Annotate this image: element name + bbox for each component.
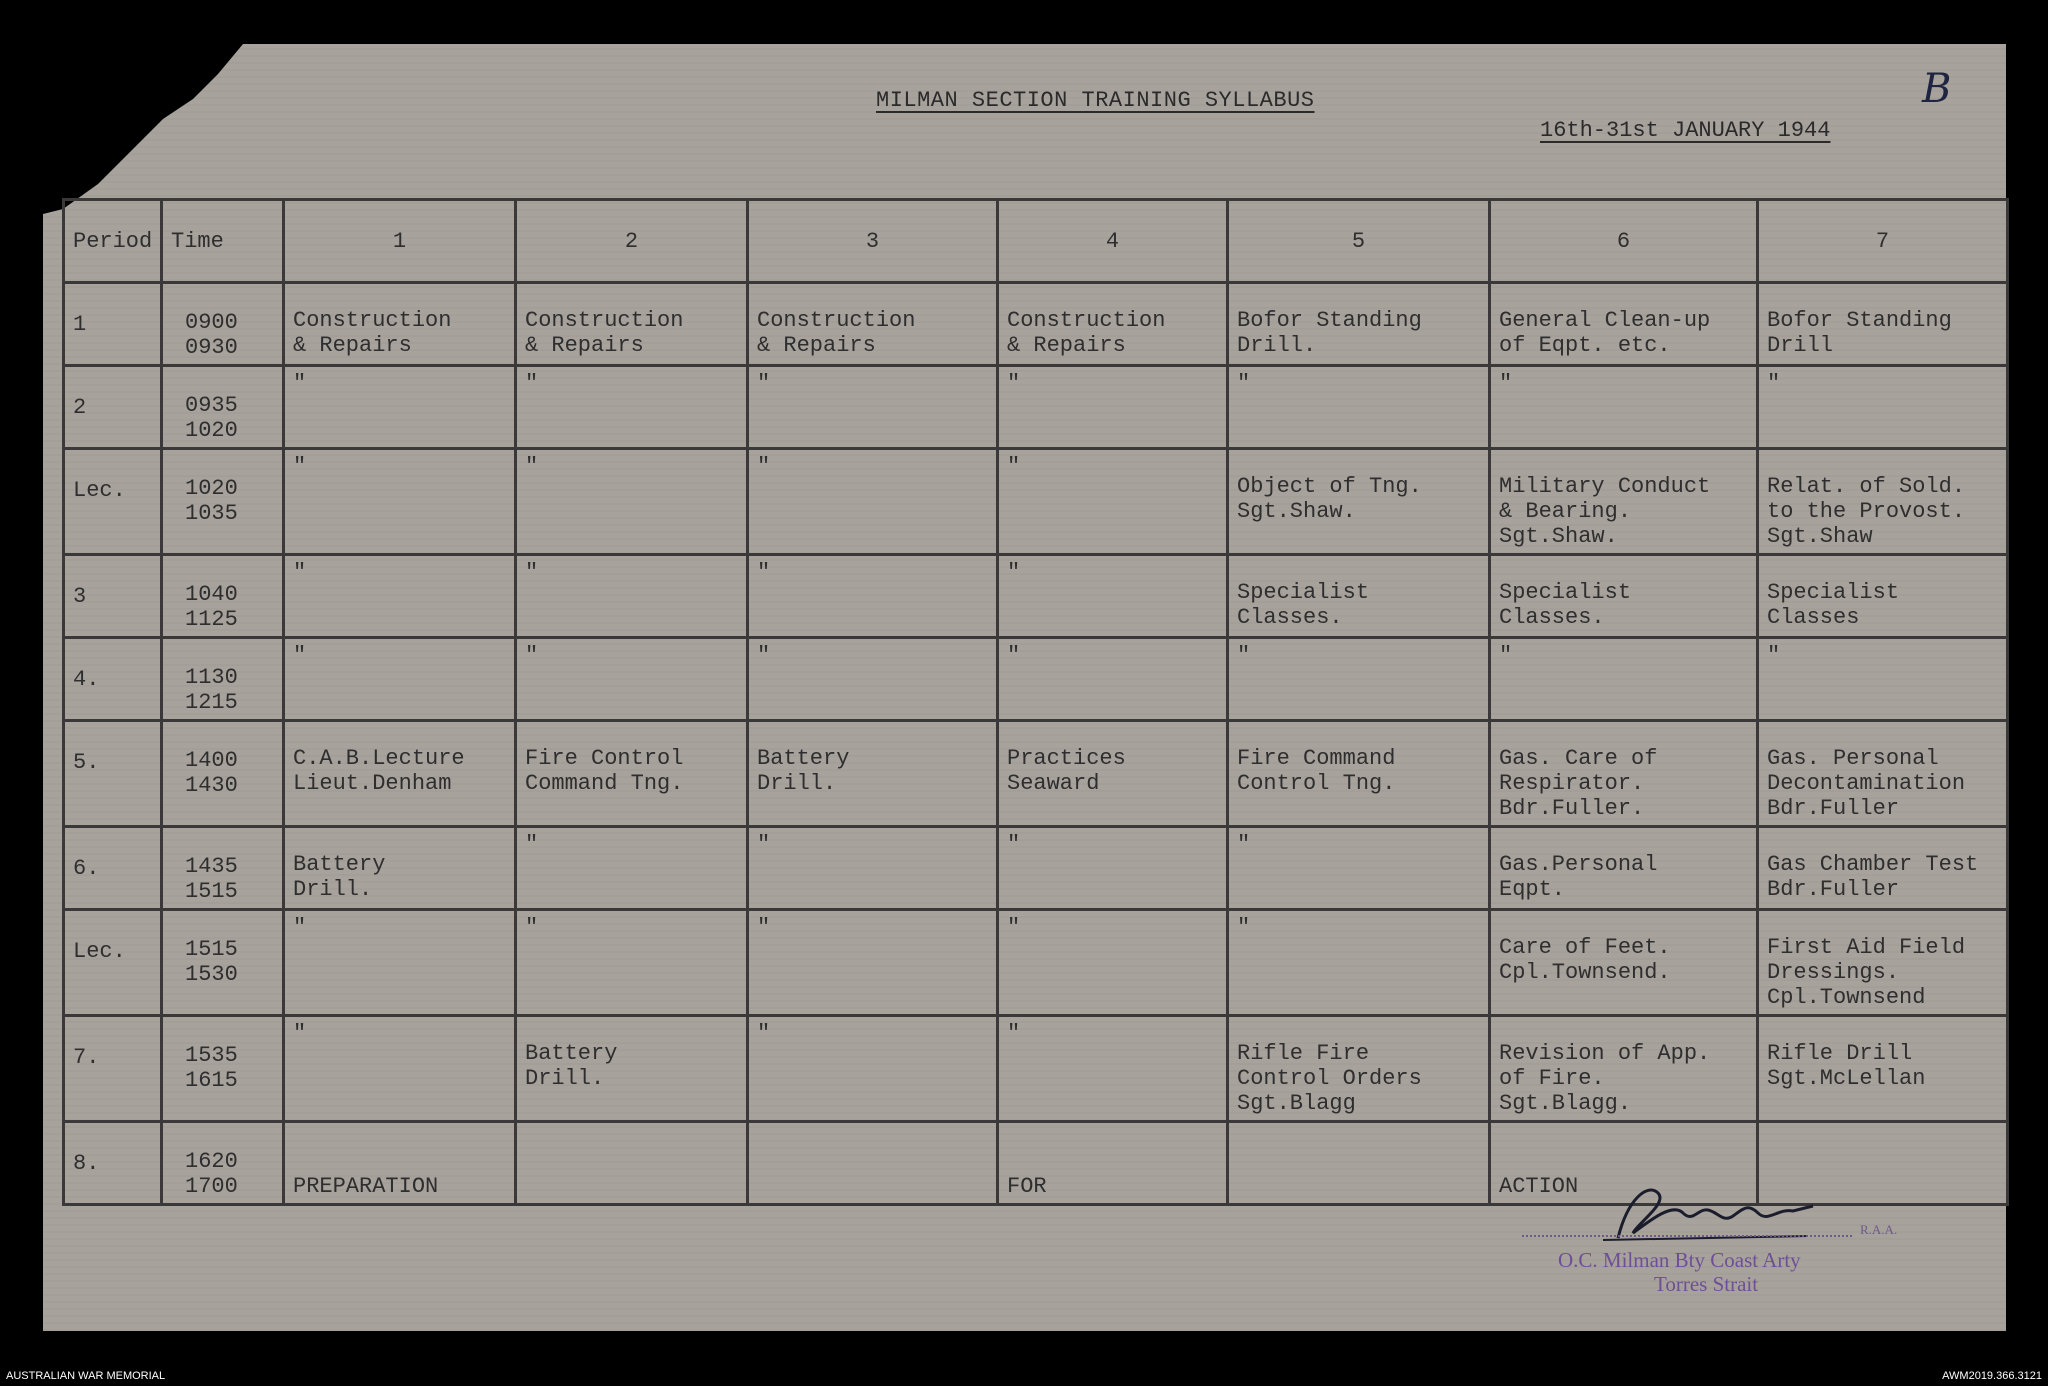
header-day-7: 7 <box>1758 200 2008 283</box>
table-row <box>64 555 2008 638</box>
time-cell <box>162 721 284 827</box>
period-cell: 2 <box>64 366 162 449</box>
time-end: 1020 <box>185 418 238 443</box>
ditto-cell: " <box>516 366 748 449</box>
header-day-3: 3 <box>748 200 998 283</box>
activity-cell: Object of Tng. Sgt.Shaw. <box>1228 449 1490 555</box>
ditto-cell: " <box>1228 910 1490 1016</box>
ditto-cell: " <box>1490 366 1758 449</box>
ditto-cell: " <box>516 555 748 638</box>
time-cell <box>162 1122 284 1205</box>
syllabus-table <box>62 198 2009 1206</box>
ditto-cell: " <box>1228 827 1490 910</box>
time-start: 1020 <box>185 476 238 501</box>
signature <box>1598 1178 1818 1248</box>
header-period: Period <box>64 200 162 283</box>
time-start: 1435 <box>185 854 238 879</box>
header-day-5: 5 <box>1228 200 1490 283</box>
activity-cell: C.A.B.Lecture Lieut.Denham <box>284 721 516 827</box>
table-row <box>64 910 2008 1016</box>
ditto-cell: " <box>284 1016 516 1122</box>
ditto-cell: " <box>748 555 998 638</box>
ditto-cell: " <box>284 555 516 638</box>
time-cell <box>162 449 284 555</box>
table-row <box>64 283 2008 366</box>
table-row <box>64 1016 2008 1122</box>
time-cell <box>162 366 284 449</box>
footer-left: AUSTRALIAN WAR MEMORIAL <box>6 1370 166 1382</box>
activity-cell: Construction & Repairs <box>516 283 748 366</box>
activity-cell: Fire Control Command Tng. <box>516 721 748 827</box>
activity-cell: Battery Drill. <box>748 721 998 827</box>
activity-cell: Battery Drill. <box>284 827 516 910</box>
activity-cell: Gas. Personal Decontamination Bdr.Fuller <box>1758 721 2008 827</box>
ditto-cell: " <box>1758 638 2008 721</box>
activity-cell: Construction & Repairs <box>998 283 1228 366</box>
ditto-cell: " <box>748 638 998 721</box>
activity-cell: Bofor Standing Drill <box>1758 283 2008 366</box>
ditto-cell: " <box>998 827 1228 910</box>
ditto-cell: " <box>998 910 1228 1016</box>
ditto-cell: " <box>1228 638 1490 721</box>
activity-cell: Gas Chamber Test Bdr.Fuller <box>1758 827 2008 910</box>
time-end: 1035 <box>185 501 238 526</box>
activity-cell: Gas.Personal Eqpt. <box>1490 827 1758 910</box>
time-start: 1400 <box>185 748 238 773</box>
ditto-cell: " <box>284 638 516 721</box>
ditto-cell: " <box>998 638 1228 721</box>
ditto-cell: " <box>1758 366 2008 449</box>
ditto-cell: " <box>748 449 998 555</box>
time-end: 1215 <box>185 690 238 715</box>
time-cell <box>162 1016 284 1122</box>
time-start: 0900 <box>185 310 238 335</box>
header-time: Time <box>162 200 284 283</box>
time-start: 1130 <box>185 665 238 690</box>
ditto-cell: " <box>516 449 748 555</box>
period-cell: 1 <box>64 283 162 366</box>
time-cell <box>162 638 284 721</box>
activity-cell: Rifle Fire Control Orders Sgt.Blagg <box>1228 1016 1490 1122</box>
ditto-cell: " <box>284 449 516 555</box>
ditto-cell: " <box>516 638 748 721</box>
time-cell <box>162 283 284 366</box>
table-row <box>64 366 2008 449</box>
time-end: 1615 <box>185 1068 238 1093</box>
date-range: 16th-31st JANUARY 1944 <box>1540 118 1831 143</box>
time-end: 1530 <box>185 962 238 987</box>
time-cell <box>162 827 284 910</box>
ditto-cell: " <box>748 366 998 449</box>
ditto-cell: " <box>516 910 748 1016</box>
footer-right: AWM2019.366.3121 <box>1942 1370 2042 1382</box>
activity-cell: Construction & Repairs <box>748 283 998 366</box>
activity-cell: Specialist Classes <box>1758 555 2008 638</box>
torn-corner <box>43 44 283 214</box>
ditto-cell: " <box>1228 366 1490 449</box>
period-cell: 8. <box>64 1122 162 1205</box>
stamp-line-1: O.C. Milman Bty Coast Arty <box>1558 1248 1801 1272</box>
signature-line <box>1522 1235 1852 1237</box>
header-day-4: 4 <box>998 200 1228 283</box>
ditto-cell: " <box>748 1016 998 1122</box>
activity-cell: Revision of App. of Fire. Sgt.Blagg. <box>1490 1016 1758 1122</box>
ditto-cell: " <box>748 910 998 1016</box>
ditto-cell: " <box>998 1016 1228 1122</box>
stamp-line-2: Torres Strait <box>1654 1272 1759 1296</box>
activity-cell: Relat. of Sold. to the Provost. Sgt.Shaw <box>1758 449 2008 555</box>
time-end: 0930 <box>185 335 238 360</box>
rank-suffix: R.A.A. <box>1860 1222 1898 1237</box>
activity-cell: ACTION <box>1490 1122 1758 1205</box>
activity-cell: General Clean-up of Eqpt. etc. <box>1490 283 1758 366</box>
corner-mark: B <box>1922 66 1952 112</box>
activity-cell: Practices Seaward <box>998 721 1228 827</box>
activity-cell: First Aid Field Dressings. Cpl.Townsend <box>1758 910 2008 1016</box>
table-row <box>64 638 2008 721</box>
period-cell: 7. <box>64 1016 162 1122</box>
time-end: 1125 <box>185 607 238 632</box>
period-cell: 5. <box>64 721 162 827</box>
period-cell: 6. <box>64 827 162 910</box>
activity-cell <box>748 1122 998 1205</box>
activity-cell: Construction & Repairs <box>284 283 516 366</box>
activity-cell: Bofor Standing Drill. <box>1228 283 1490 366</box>
table-row <box>64 721 2008 827</box>
activity-cell: Battery Drill. <box>516 1016 748 1122</box>
time-cell <box>162 555 284 638</box>
activity-cell: Care of Feet. Cpl.Townsend. <box>1490 910 1758 1016</box>
table-row <box>64 449 2008 555</box>
time-end: 1515 <box>185 879 238 904</box>
period-cell: 4. <box>64 638 162 721</box>
activity-cell: Gas. Care of Respirator. Bdr.Fuller. <box>1490 721 1758 827</box>
period-cell: 3 <box>64 555 162 638</box>
activity-cell: Specialist Classes. <box>1490 555 1758 638</box>
ditto-cell: " <box>284 910 516 1016</box>
activity-cell: Military Conduct & Bearing. Sgt.Shaw. <box>1490 449 1758 555</box>
table-row <box>64 827 2008 910</box>
time-start: 0935 <box>185 393 238 418</box>
activity-cell <box>1228 1122 1490 1205</box>
ditto-cell: " <box>748 827 998 910</box>
activity-cell: PREPARATION <box>284 1122 516 1205</box>
period-cell: Lec. <box>64 449 162 555</box>
ditto-cell: " <box>516 827 748 910</box>
header-day-2: 2 <box>516 200 748 283</box>
header-day-6: 6 <box>1490 200 1758 283</box>
period-cell: Lec. <box>64 910 162 1016</box>
time-end: 1430 <box>185 773 238 798</box>
ditto-cell: " <box>1490 638 1758 721</box>
activity-cell <box>516 1122 748 1205</box>
time-start: 1620 <box>185 1149 238 1174</box>
ditto-cell: " <box>998 555 1228 638</box>
ditto-cell: " <box>998 366 1228 449</box>
time-start: 1535 <box>185 1043 238 1068</box>
ditto-cell: " <box>284 366 516 449</box>
document-title: MILMAN SECTION TRAINING SYLLABUS <box>876 88 1315 113</box>
activity-cell: Fire Command Control Tng. <box>1228 721 1490 827</box>
time-cell <box>162 910 284 1016</box>
time-end: 1700 <box>185 1174 238 1199</box>
header-day-1: 1 <box>284 200 516 283</box>
activity-cell: FOR <box>998 1122 1228 1205</box>
activity-cell: Rifle Drill Sgt.McLellan <box>1758 1016 2008 1122</box>
time-start: 1515 <box>185 937 238 962</box>
activity-cell: Specialist Classes. <box>1228 555 1490 638</box>
ditto-cell: " <box>998 449 1228 555</box>
time-start: 1040 <box>185 582 238 607</box>
